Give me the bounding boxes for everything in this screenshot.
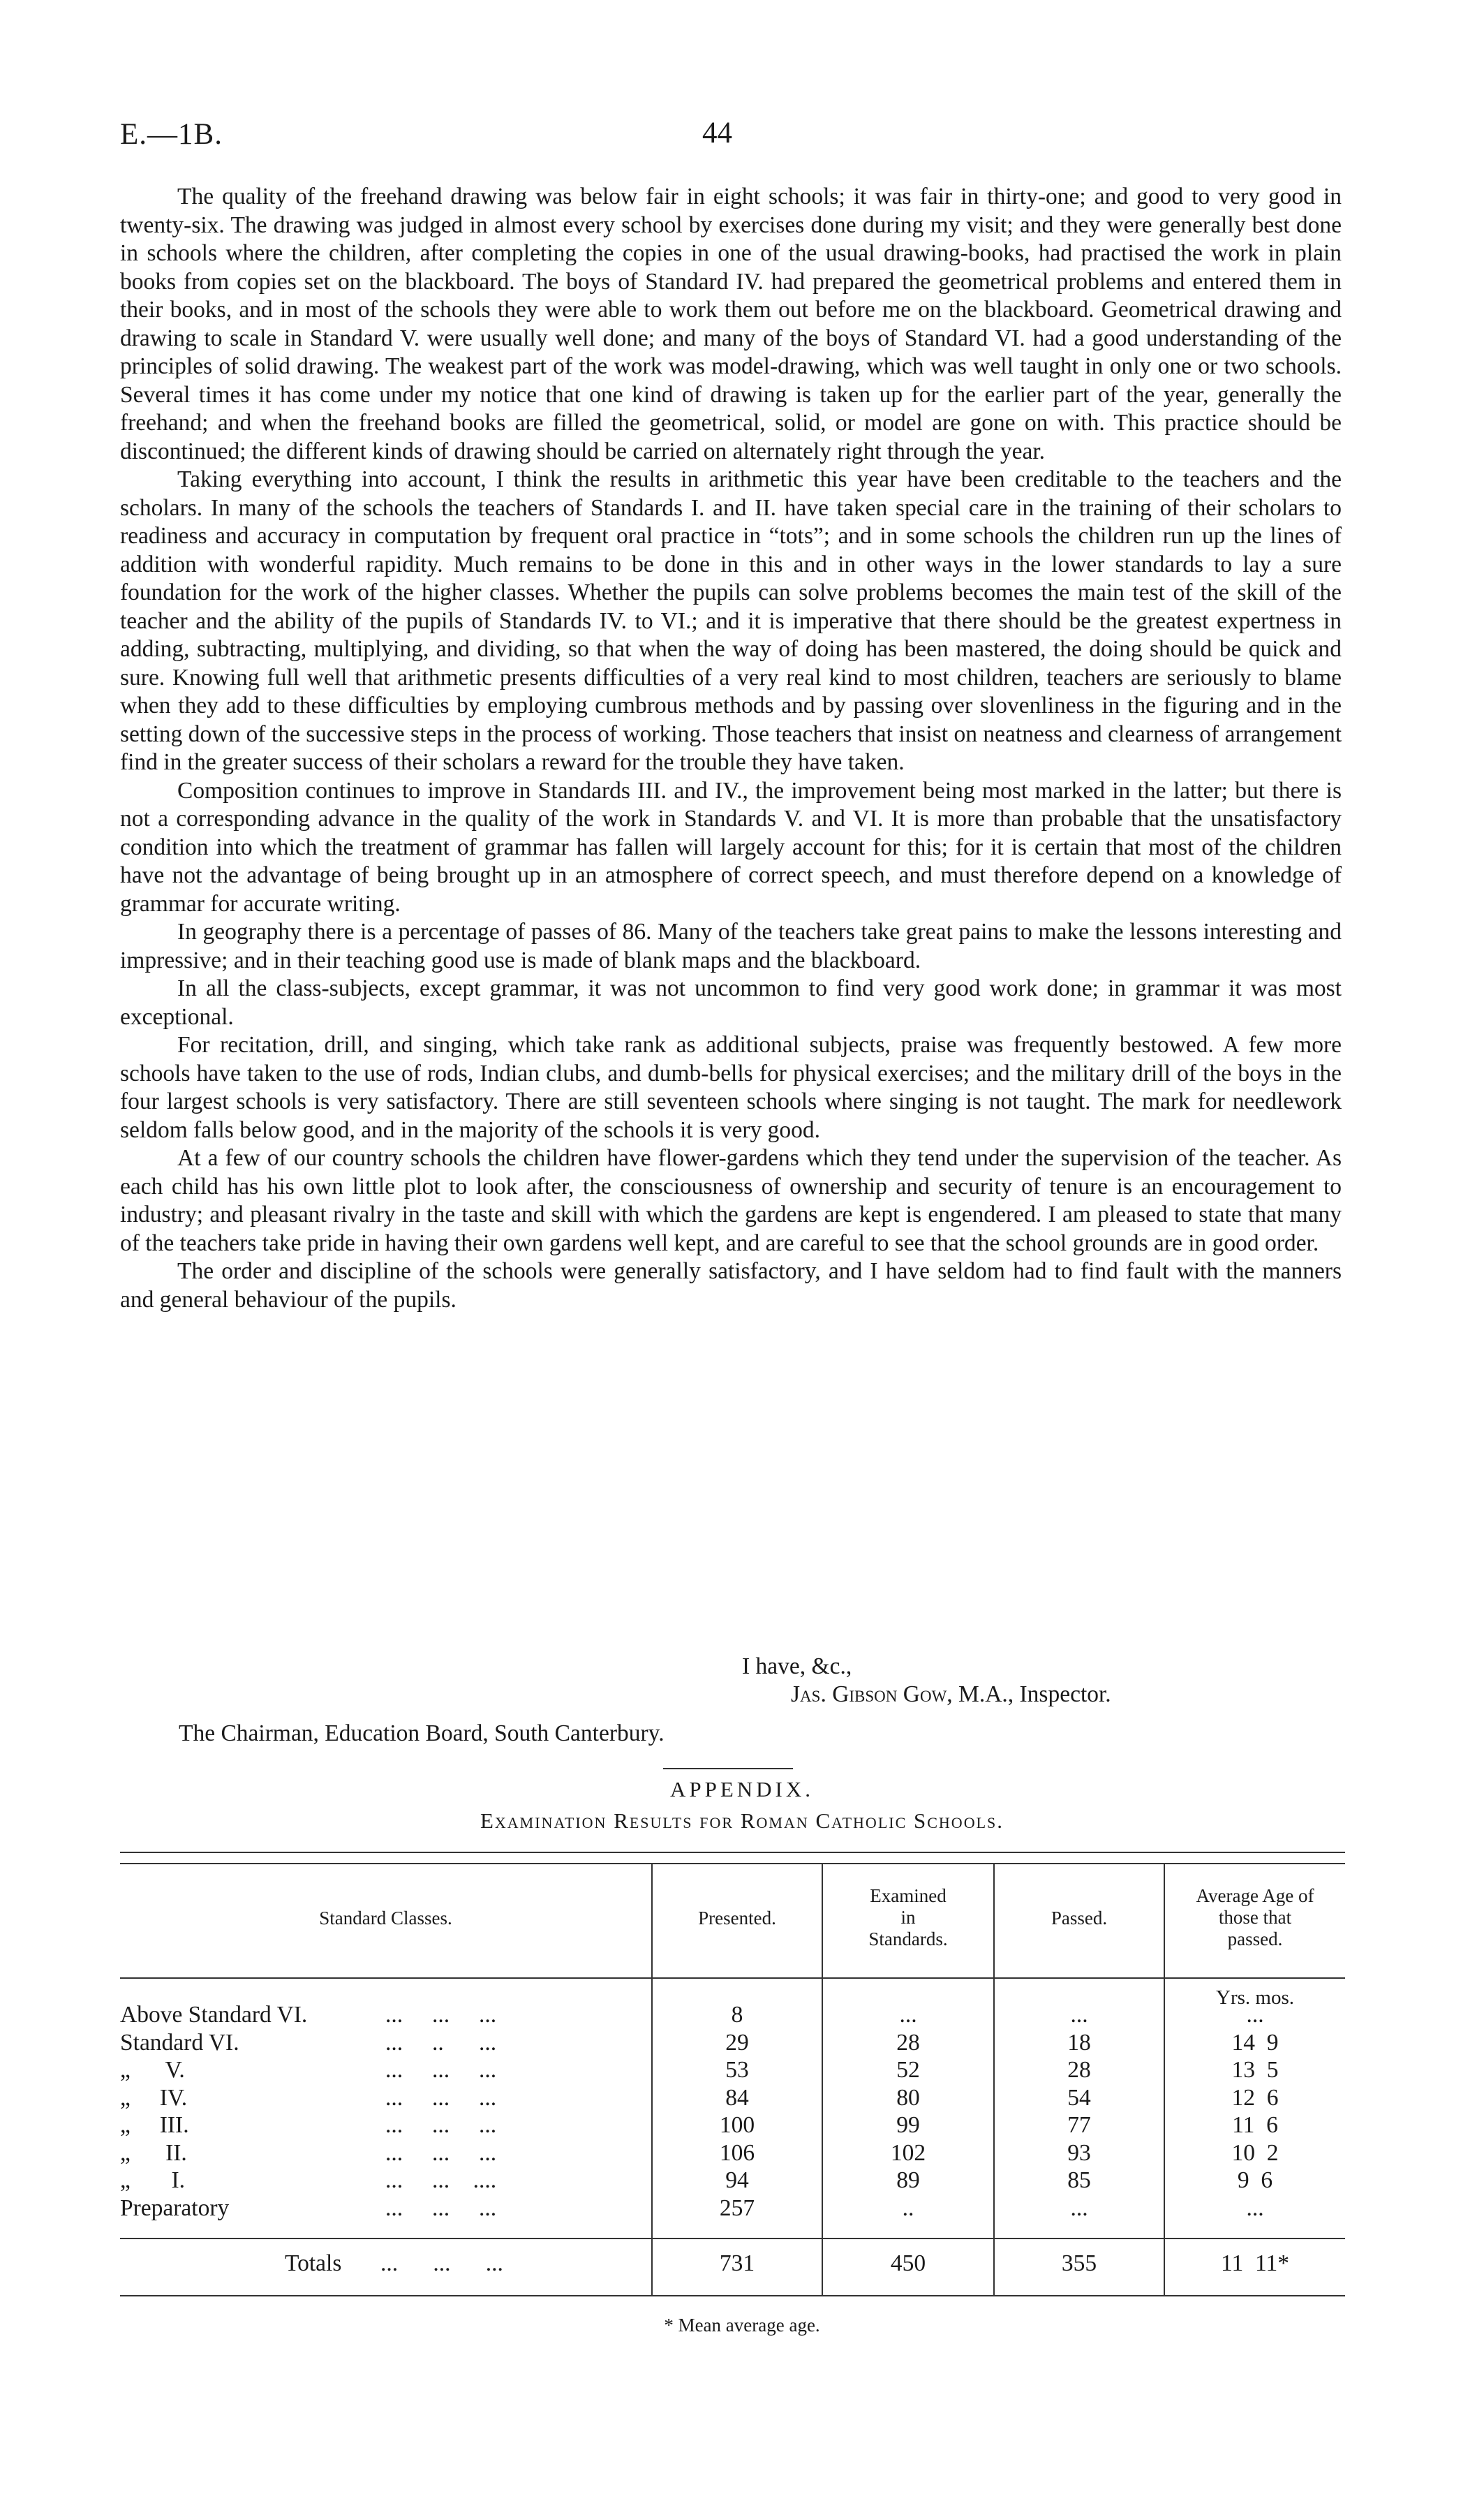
cell-passed: 18 [1067, 2029, 1091, 2056]
appendix-subtitle: Examination Results for Roman Catholic Schools. [480, 1808, 1004, 1833]
page-number: 44 [702, 117, 732, 149]
totals-examined: 450 [890, 2250, 926, 2276]
table-bottom-rule [120, 2295, 1345, 2296]
signature-title: , M.A., Inspector. [947, 1681, 1111, 1707]
signature [791, 1681, 1111, 1708]
cell-average-age: 14 9 [1231, 2029, 1279, 2056]
cell-average-age: 9 6 [1237, 2167, 1273, 2193]
totals-presented: 731 [719, 2250, 755, 2276]
signature-name: Jas. Gibson Gow [791, 1681, 947, 1707]
row-leader-dots: ... ... ... [385, 2084, 497, 2111]
appendix-rule [663, 1768, 793, 1769]
paragraph-drawing: The quality of the freehand drawing was below fair in eight schools; it was fair in thirty-one; and good to very good in twenty-six. The drawing was judged in almost every school by exercises done during my visit; and they were generally best done in schools where the children, after completing the copies in one of the usual drawing-books, had practised the work in plain books from copies set on the blackboard. The boys of Standard IV. had prepared the geometrical problems and entered them in their books, and in most of the schools they were able to work them out before me on the blackboard. Geometrical drawing and drawing to scale in Standard V. were usually well done; and many of the boys of Standard VI. had a good understanding of the principles of solid drawing. The weakest part of the work was model-drawing, which was well taught in only one or two schools. Several times it has come under my notice that one kind of drawing is taken up for the earlier part of the year, generally the freehand; and when the freehand books are filled the geometrical, solid, or model are gone on with. This practice should be discontinued; the different kinds of drawing should be carried on alternately right through the year. [120, 184, 1342, 464]
report-body [120, 183, 1342, 1314]
cell-average-age: ... [1246, 2195, 1264, 2221]
row-leader-dots: ... ... ... [385, 2112, 497, 2138]
row-label: Preparatory [120, 2195, 230, 2221]
paragraph-discipline: The order and discipline of the schools were generally satisfactory, and I have seldom had to find fault with the manners and general behaviour of the pupils. [120, 1258, 1342, 1313]
column-rule-2 [822, 1863, 823, 2295]
page-reference: E.—1B. [120, 118, 223, 151]
row-leader-dots: ... .. ... [385, 2029, 497, 2056]
table-top-rule-2 [120, 1863, 1345, 1864]
row-label: Standard VI. [120, 2029, 239, 2056]
cell-passed: 77 [1067, 2112, 1091, 2138]
table-totals-rule [120, 2238, 1345, 2239]
paragraph-geography: In geography there is a percentage of passes of 86. Many of the teachers take great pains to make the lessons interesting and impressive; and in their teaching good use is made of blank maps and the blackboard. [120, 919, 1342, 973]
column-rule-1 [651, 1863, 653, 2295]
cell-presented: 53 [725, 2057, 749, 2083]
cell-presented: 257 [719, 2195, 755, 2221]
paragraph-additional-subjects: For recitation, drill, and singing, which take rank as additional subjects, praise was frequently bestowed. A few more schools have taken to the use of rods, Indian clubs, and dumb-bells for physical exercises; and the military drill of the boys in the four largest schools is very satisfactory. There are still seventeen schools where singing is not taught. The mark for needlework seldom falls below good, and in the majority of the schools it is very good. [120, 1032, 1342, 1143]
paragraph-composition: Composition continues to improve in Standards III. and IV., the improvement being most marked in the latter; but there is not a corresponding advance in the quality of the work in Standards V. and VI. It is more than probable that the unsatisfactory condition into which the treatment of grammar has fallen will largely account for this; for it is certain that most of the children have not the advantage of being brought up in an atmosphere of correct speech, and must therefore depend on a knowledge of grammar for accurate writing. [120, 777, 1342, 917]
cell-presented: 100 [719, 2112, 755, 2138]
row-label: „ I. [120, 2167, 186, 2193]
cell-presented: 8 [731, 2002, 743, 2028]
totals-label: Totals [285, 2250, 342, 2276]
cell-passed: ... [1070, 2002, 1088, 2028]
cell-average-age: 12 6 [1231, 2084, 1279, 2111]
cell-presented: 106 [719, 2139, 755, 2166]
row-leader-dots: ... ... ... [385, 2002, 497, 2028]
totals-passed: 355 [1061, 2250, 1097, 2276]
paragraph-arithmetic: Taking everything into account, I think the results in arithmetic this year have been creditable to the teachers and the scholars. In many of the schools the teachers of Standards I. and II. have taken special care in the training of their scholars to readiness and accuracy in computation by frequent oral practice in “tots”; and in some schools the children run up the lines of addition with wonderful rapidity. Much remains to be done in this and in other ways in the lower standards to lay a sure foundation for the work of the higher classes. Whether the pupils can solve problems becomes the main test of the skill of the teacher and the ability of the pupils of Standards IV. to VI.; and it is imperative that there should be the greatest expertness in adding, subtracting, multiplying, and dividing, so that when the way of doing has been mastered, the doing should be quick and sure. Knowing full well that arithmetic presents difficulties of a very real kind to most children, teachers are seriously to blame when they add to these difficulties by employing cumbrous methods and by passing over slovenliness in the figuring and in the setting down of the successive steps in the process of working. Those teachers that insist on neatness and clearness of arrangement find in the greater success of their scholars a reward for the trouble they have taken. [120, 466, 1342, 775]
cell-average-age: 11 6 [1232, 2112, 1278, 2138]
cell-passed: 93 [1067, 2139, 1091, 2166]
addressee: The Chairman, Education Board, South Canterbury. [179, 1720, 665, 1746]
column-rule-4 [1164, 1863, 1165, 2295]
paragraph-gardens: At a few of our country schools the children have flower-gardens which they tend under the supervision of the teacher. As each child has his own little plot to look after, the consciousness of ownership and security of tenure is an encouragement to industry; and pleasant rivalry in the taste and skill with which the gardens are kept is engendered. I am pleased to state that many of the teachers take pride in having their own gardens well kept, and are careful to see that the school grounds are in good order. [120, 1145, 1342, 1256]
cell-examined: .. [902, 2195, 914, 2221]
cell-examined: 102 [890, 2139, 926, 2166]
cell-average-age: 13 5 [1231, 2057, 1279, 2083]
row-leader-dots: ... ... ... [385, 2195, 497, 2221]
cell-examined: 28 [896, 2029, 920, 2056]
cell-examined: 52 [896, 2057, 920, 2083]
row-leader-dots: ... ... .... [385, 2167, 497, 2193]
row-label: „ II. [120, 2139, 187, 2166]
row-label: Above Standard VI. [120, 2002, 308, 2028]
header-passed: Passed. [1051, 1908, 1108, 1928]
cell-average-age: 10 2 [1231, 2139, 1279, 2166]
totals-average-age: 11 11* [1220, 2250, 1289, 2276]
row-label: „ IV. [120, 2084, 188, 2111]
cell-presented: 94 [725, 2167, 749, 2193]
cell-passed: ... [1070, 2195, 1088, 2221]
paragraph-class-subjects: In all the class-subjects, except grammar, it was not uncommon to find very good work done; in grammar it was most exceptional. [120, 975, 1342, 1030]
cell-passed: 28 [1067, 2057, 1091, 2083]
footnote: * Mean average age. [664, 2315, 820, 2336]
cell-presented: 29 [725, 2029, 749, 2056]
row-label: „ V. [120, 2057, 185, 2083]
totals-dots: ... ... ... [380, 2250, 503, 2276]
header-examined: Examined in Standards. [868, 1885, 948, 1949]
table-top-rule [120, 1852, 1345, 1853]
column-rule-3 [993, 1863, 995, 2295]
cell-passed: 54 [1067, 2084, 1091, 2111]
row-leader-dots: ... ... ... [385, 2057, 497, 2083]
header-standard-classes: Standard Classes. [319, 1908, 452, 1928]
cell-examined: ... [899, 2002, 917, 2028]
table-header-rule [120, 1977, 1345, 1979]
cell-examined: 99 [896, 2112, 920, 2138]
cell-examined: 89 [896, 2167, 920, 2193]
cell-passed: 85 [1067, 2167, 1091, 2193]
closing-line: I have, &c., [742, 1653, 852, 1679]
cell-examined: 80 [896, 2084, 920, 2111]
cell-average-age: ... [1246, 2002, 1264, 2028]
row-leader-dots: ... ... ... [385, 2139, 497, 2166]
header-average-age: Average Age of those that passed. [1196, 1885, 1314, 1949]
cell-presented: 84 [725, 2084, 749, 2111]
header-presented: Presented. [698, 1908, 776, 1928]
age-units: Yrs. mos. [1216, 1986, 1294, 2009]
row-label: „ III. [120, 2112, 189, 2138]
appendix-title: APPENDIX. [669, 1777, 815, 1801]
